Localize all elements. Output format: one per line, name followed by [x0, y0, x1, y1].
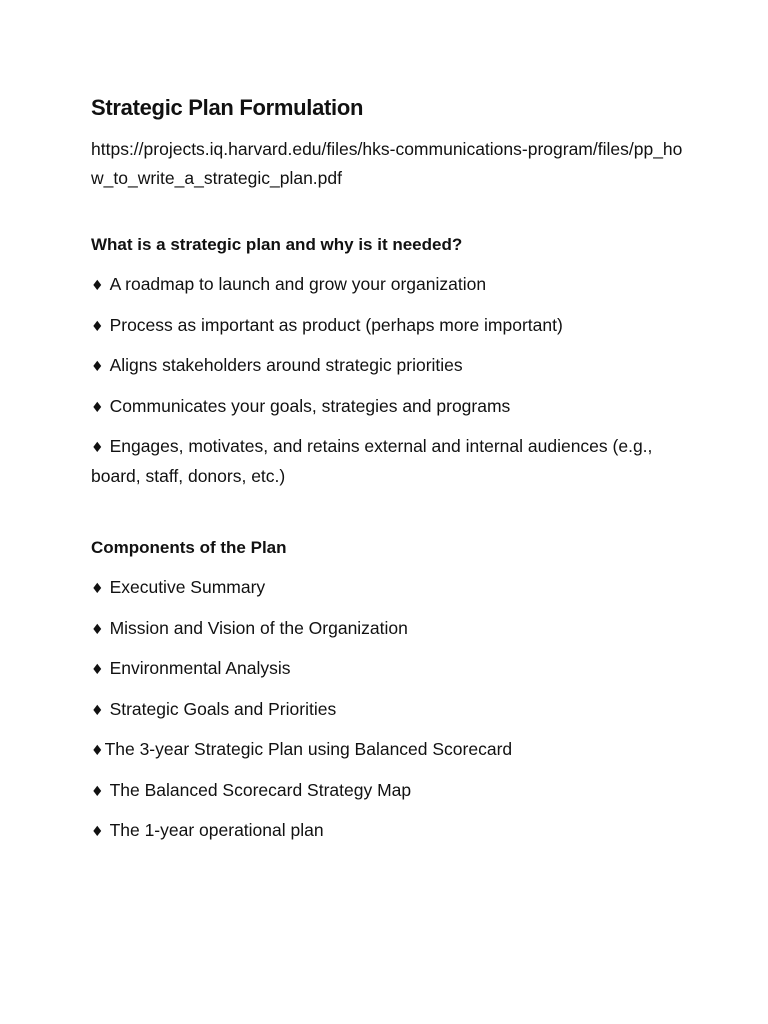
section-heading-what-is: What is a strategic plan and why is it needed? [91, 235, 463, 254]
list-item-text: The Balanced Scorecard Strategy Map [109, 779, 412, 800]
list-item [91, 432, 691, 490]
diamond-bullet-icon: ♦ [91, 662, 104, 678]
list-item [91, 351, 691, 381]
section-heading-components: Components of the Plan [91, 538, 287, 557]
diamond-bullet-icon: ♦ [91, 399, 104, 416]
list-item-text: The 1-year operational plan [109, 820, 324, 840]
list-item-text: Environmental Analysis [109, 658, 291, 678]
list-item-text: Executive Summary [109, 577, 266, 597]
list-item [91, 573, 691, 603]
list-item [91, 816, 691, 846]
diamond-bullet-icon: ♦ [91, 621, 104, 638]
list-item-text: Aligns stakeholders around strategic priorities [109, 355, 463, 375]
source-url: https://projects.iq.harvard.edu/files/hks-communications-program/files/pp_how_to_write_a_strategic_plan.pdf [91, 139, 683, 188]
list-item [91, 735, 691, 765]
document-title: Strategic Plan Formulation [91, 95, 364, 120]
diamond-bullet-icon: ♦ [91, 318, 104, 335]
diamond-bullet-icon: ♦ [91, 702, 104, 719]
list-item [91, 695, 691, 725]
diamond-bullet-icon: ♦ [91, 440, 104, 456]
list-item-text: Engages, motivates, and retains external and internal audiences (e.g., board, staff, donors, etc.) [91, 436, 653, 486]
diamond-bullet-icon: ♦ [91, 278, 104, 294]
list-item-text: Communicates your goals, strategies and programs [109, 395, 511, 416]
list-item [91, 776, 691, 806]
diamond-bullet-icon: ♦ [91, 783, 104, 800]
list-item [91, 392, 691, 422]
what-is-bullet-list [91, 270, 768, 490]
diamond-bullet-icon: ♦ [91, 824, 104, 840]
list-item-text: Strategic Goals and Priorities [109, 698, 337, 719]
list-item-text: Process as important as product (perhaps more important) [109, 314, 563, 335]
list-item [91, 654, 691, 684]
list-item [91, 270, 691, 300]
list-item-text: The 3-year Strategic Plan using Balanced Scorecard [104, 739, 513, 759]
list-item [91, 614, 691, 644]
diamond-bullet-icon: ♦ [91, 581, 104, 597]
components-bullet-list [91, 573, 768, 846]
list-item-text: A roadmap to launch and grow your organization [109, 274, 487, 294]
list-item [91, 311, 691, 341]
list-item-text: Mission and Vision of the Organization [109, 617, 408, 638]
diamond-bullet-icon: ♦ [91, 743, 104, 759]
diamond-bullet-icon: ♦ [91, 359, 104, 375]
